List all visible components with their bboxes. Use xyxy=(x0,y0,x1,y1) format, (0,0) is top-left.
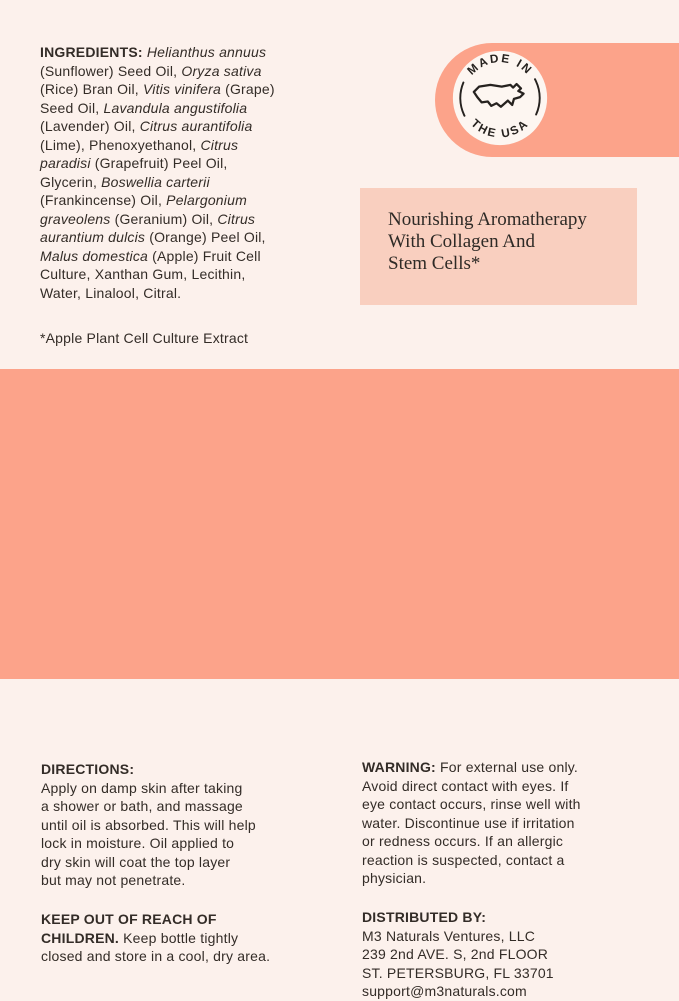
made-in-usa-badge xyxy=(452,50,548,146)
bottom-section xyxy=(0,369,679,999)
top-section xyxy=(0,0,679,369)
ingredients-text: INGREDIENTS: Helianthus annuus (Sunflower) Seed Oil, Oryza sativa (Rice) Bran Oil, Vitis vinifera (Grape) Seed Oil, Lavandula angustifolia (Lavender) Oil, Citrus aurantifolia (Lime), Phenoxyethanol, Citrus paradisi (Grapefruit) Peel Oil, Glycerin, Boswellia carterii (Frankincense) Oil, Pelargonium graveolens (Geranium) Oil, Citrus aurantium dulcis (Orange) Peel Oil, Malus domestica (Apple) Fruit Cell Culture, Xanthan Gum, Lecithin, Water, Linalool, Citral. xyxy=(40,44,275,301)
directions-text: DIRECTIONS: Apply on damp skin after taking a shower or bath, and massage until oil is absorbed. This will help lock in moisture. Oil applied to dry skin will coat the top layer but may not penetrate. xyxy=(41,761,256,888)
ingredients-footnote: *Apple Plant Cell Culture Extract xyxy=(40,330,249,346)
claim-box xyxy=(360,188,637,305)
claim-text: Nourishing Aromatherapy With Collagen And Stem Cells* xyxy=(388,209,587,274)
badge-top-text: MADE IN xyxy=(464,51,536,78)
keep-out-of-reach-text: KEEP OUT OF REACH OF CHILDREN. Keep bottle tightly closed and store in a cool, dry area. xyxy=(41,911,271,964)
distributed-by-text: DISTRIBUTED BY: M3 Naturals Ventures, LLC 239 2nd AVE. S, 2nd FLOOR ST. PETERSBURG, FL 33701 support@m3naturals.com xyxy=(362,909,554,999)
warning-text: WARNING: For external use only. Avoid direct contact with eyes. If eye contact occurs, rinse well with water. Discontinue use if irritation or redness occurs. If an allergic reaction is suspected, contact a physician. xyxy=(362,759,581,886)
badge-bottom-text: THE USA xyxy=(468,116,532,141)
